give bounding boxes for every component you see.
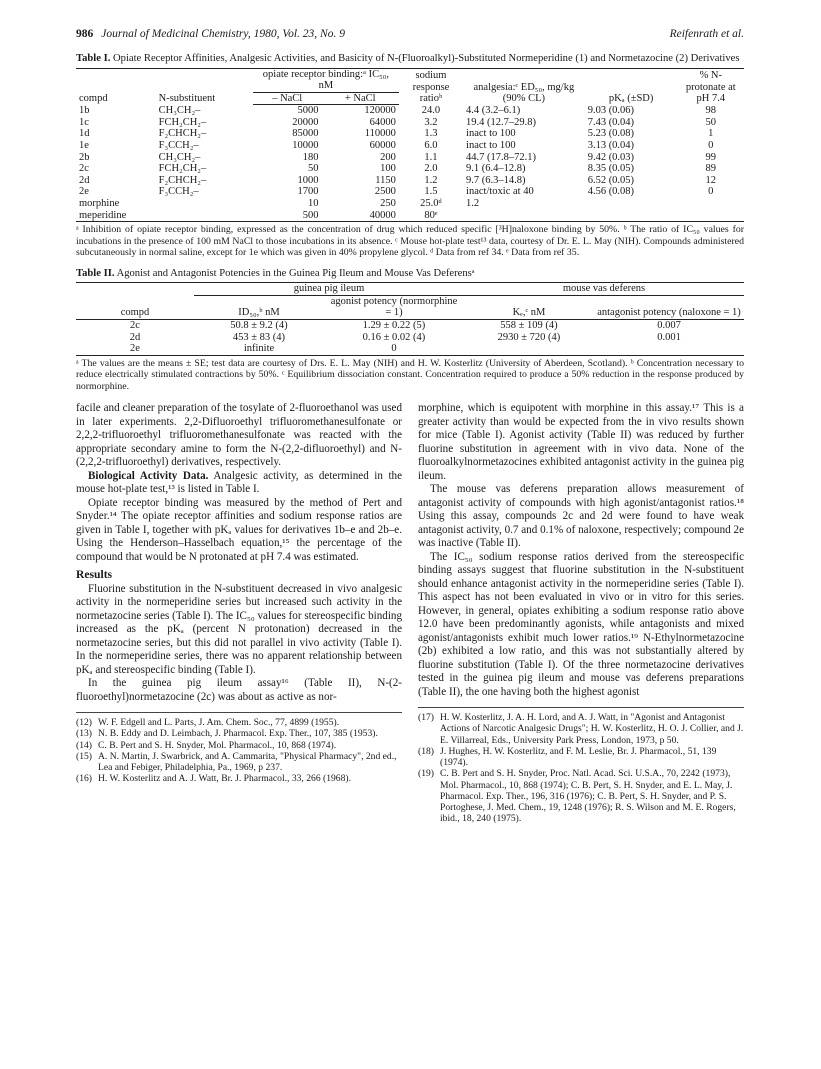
t1-header-analgesia: analgesia:ᶜ ED₅₀, mg/kg (90% CL) [473, 81, 575, 105]
reference-number: (15) [76, 750, 92, 762]
t1-compd: 2c [79, 163, 89, 175]
t1-compd: 1e [79, 140, 89, 152]
t2-header-mvd: mouse vas deferens [464, 283, 744, 296]
reference-text: A. N. Martin, J. Swarbrick, and A. Cammarita, "Physical Pharmacy", 2nd ed., Lea and Febiger, Philadelphia, Pa., 1969, p 237. [98, 750, 397, 774]
table2-label: Table II. [76, 267, 115, 279]
t1-plus: 100 [380, 163, 396, 175]
t1-nsub: CH₃CH₂– [158, 151, 201, 163]
table1-footnote: ᵃ Inhibition of opiate receptor binding, expressed as the concentration of drug which reduced specific [³H]naloxone binding by 50%. ᵇ The ratio of IC₅₀ values for incubations in the presence of 100 mM NaCl to those incubations in its absence. ᶜ Mouse hot-plate test¹³ data, courtesy of Dr. E. L. May (NIH). Compounds administered subcutaneously in normal saline, except for 1e which was given in 40% propylene glycol. ᵈ Data from ref 34. ᵉ Data from ref 35. [76, 224, 744, 259]
t1-minus: 1700 [297, 186, 319, 198]
t1-nsub [156, 210, 253, 222]
t2-header-antagonist: antagonist potency (naloxone = 1) [594, 295, 744, 319]
t1-plus: 200 [380, 151, 396, 163]
results-heading: Results [76, 568, 113, 582]
t1-minus: 10 [308, 198, 319, 210]
reference-item [418, 768, 744, 824]
t1-plus: 110000 [364, 128, 396, 140]
t1-minus: 1000 [297, 174, 319, 186]
running-authors: Reifenrath et al. [669, 28, 744, 40]
t2-antagonist: 0.007 [657, 320, 681, 331]
reference-item [418, 712, 744, 746]
t1-pka: 9.03 (0.06) [587, 105, 635, 117]
t2-antagonist: 0.001 [657, 331, 681, 343]
table-row [76, 343, 744, 355]
t1-ratio: 2.0 [424, 163, 438, 175]
reference-text: N. B. Eddy and D. Leimbach, J. Pharmacol. Exp. Ther., 107, 385 (1953). [98, 728, 378, 740]
reference-text: W. F. Edgell and L. Parts, J. Am. Chem. Soc., 77, 4899 (1955). [98, 717, 340, 729]
reference-text: C. B. Pert and S. H. Snyder, Proc. Natl. Acad. Sci. U.S.A., 70, 2242 (1973), Mol. Pharmacol., 10, 868 (1974); C. B. Pert, S. H. Snyder, and E. L. May, J. Pharmacol. Exp. Ther., 196, 316 (1976); C. B. Pert, S. H. Snyder, and P. S. Portoghese, J. Med. Chem., 19, 1248 (1976); R. S. Wilson and M. E. Rogers, ibid., 18, 240 (1975). [440, 768, 736, 825]
body-text: Analgesic activity, as determined in the mouse hot-plate test,¹³ is listed in Table I. [76, 469, 402, 496]
t1-analgesia: 19.4 (12.7–29.8) [466, 116, 537, 128]
right-column [418, 402, 744, 824]
table2-caption-text: Agonist and Antagonist Potencies in the Guinea Pig Ileum and Mouse Vas Deferensᵃ [116, 267, 475, 279]
t1-header-nacl-minus: – NaCl [253, 92, 322, 105]
t2-header-compd: compd [76, 295, 194, 319]
t1-pka: 5.23 (0.08) [587, 128, 635, 140]
t2-header-agonist: agonist potency (normorphine = 1) [324, 295, 464, 319]
t2-agonist: 1.29 ± 0.22 (5) [362, 320, 426, 331]
t1-compd: 1d [79, 128, 90, 140]
t1-compd: morphine [79, 198, 120, 210]
t2-header-gpi: guinea pig ileum [194, 283, 464, 296]
t1-plus: 60000 [369, 140, 396, 152]
t1-header-pka: pKₐ (±SD) [608, 93, 654, 105]
t1-analgesia: 9.7 (6.3–14.8) [466, 174, 526, 186]
table-row [76, 163, 744, 175]
t1-prot: 98 [705, 105, 717, 117]
t2-header-id50: ID₅₀,ᵇ nM [194, 295, 324, 319]
t1-minus: 180 [302, 151, 319, 163]
table-row [76, 105, 744, 117]
t2-agonist: 0.16 ± 0.02 (4) [362, 331, 426, 343]
t1-ratio: 25.0ᵈ [420, 198, 442, 210]
t1-header-compd: compd [79, 93, 108, 105]
t1-minus: 500 [302, 209, 319, 221]
body-paragraph: morphine, which is equipotent with morphine in this assay.¹⁷ This is a greater activity than would be expected from the in vivo results shown for mice (Table I). Agonist activity (Table II) was reduced by further fluorine substitution in agreement with in vivo data. None of the fluoroalkylnormetazocines exhibited antagonist activity in the guinea pig ileum. [418, 402, 744, 482]
table-row [76, 186, 744, 198]
t1-pka: 7.43 (0.04) [587, 116, 635, 128]
table2-caption [76, 268, 744, 281]
t1-prot [678, 198, 744, 210]
body-columns [76, 402, 744, 824]
reference-text: H. W. Kosterlitz and A. J. Watt, Br. J. Pharmacol., 33, 266 (1968). [98, 773, 351, 785]
table2-body [76, 320, 744, 356]
t1-ratio: 24.0 [421, 105, 441, 117]
t1-plus: 120000 [364, 105, 396, 117]
reference-item [76, 728, 402, 739]
t1-nsub: F₂CHCH₂– [158, 128, 207, 140]
reference-text: H. W. Kosterlitz, J. A. H. Lord, and A. J. Watt, in "Agonist and Antagonist Actions of Narcotic Analgesic Drugs"; H. W. Kosterlitz, H. O. J. Collier, and J. E. Villarreal, Eds., University Park Press, London, 1973, p 50. [440, 712, 744, 746]
t1-ratio: 3.2 [424, 116, 438, 128]
table2-footnote: ᵃ The values are the means ± SE; test data are courtesy of Drs. E. L. May (NIH) and H. W. Kosterlitz (University of Aberdeen, Scotland). ᵇ Concentration necessary to reduce electrically stimulated contractions by 50%. ᶜ Equilibrium dissociation constant. Concentration required to produce a 50% reduction in the response produced by normorphine. [76, 357, 744, 392]
references-left [76, 712, 402, 784]
t1-compd: 1b [79, 105, 90, 117]
t1-pka: 6.52 (0.05) [587, 174, 635, 186]
t1-pka: 9.42 (0.03) [587, 151, 635, 163]
t1-nsub [156, 198, 253, 210]
reference-number: (13) [76, 728, 92, 740]
table-row [76, 117, 744, 129]
t1-nsub: F₃CCH₂– [158, 186, 199, 198]
t1-ratio: 1.5 [424, 186, 438, 198]
bio-activity-heading: Biological Activity Data. [88, 469, 209, 482]
t1-plus: 64000 [369, 116, 396, 128]
table-row [76, 140, 744, 152]
left-column [76, 402, 402, 824]
t1-pka: 4.56 (0.08) [587, 186, 635, 198]
table1-caption-text: Opiate Receptor Affinities, Analgesic Activities, and Basicity of N-(Fluoroalkyl)-Substituted Normeperidine (1) and Normetazocine (2) Derivatives [113, 53, 740, 64]
reference-item [76, 717, 402, 728]
reference-item [76, 773, 402, 784]
t2-ke: 2930 ± 720 (4) [497, 331, 561, 343]
reference-number: (18) [418, 745, 434, 757]
reference-item [76, 751, 402, 773]
t2-id50: 453 ± 83 (4) [232, 331, 286, 343]
t2-ke: 558 ± 109 (4) [500, 320, 558, 331]
journal-page [76, 28, 744, 824]
t2-compd: 2e [130, 343, 140, 355]
t1-analgesia: 1.2 [466, 198, 480, 210]
table-row [76, 210, 744, 222]
t1-ratio: 1.1 [424, 151, 438, 163]
t1-minus: 10000 [292, 140, 319, 152]
table1-caption [76, 53, 744, 66]
table1-label: Table I. [76, 53, 111, 64]
t1-prot: 1 [708, 128, 714, 140]
t1-pka: 3.13 (0.04) [587, 140, 635, 152]
table1-body [76, 105, 744, 222]
t1-pka [585, 198, 678, 210]
reference-number: (17) [418, 712, 434, 724]
table1 [76, 68, 744, 223]
t1-compd: meperidine [79, 209, 127, 221]
table-row [76, 152, 744, 164]
table-row [76, 320, 744, 332]
t1-pka [585, 210, 678, 222]
body-paragraph: In the guinea pig ileum assay¹⁶ (Table II), N-(2-fluoroethyl)normetazocine (2c) was about as active as nor- [76, 677, 402, 703]
t1-pka: 8.35 (0.05) [587, 163, 635, 175]
t1-prot: 89 [705, 163, 717, 175]
t2-antagonist [594, 343, 744, 355]
body-paragraph [76, 470, 402, 497]
t1-analgesia: inact/toxic at 40 [466, 186, 534, 198]
body-paragraph: Opiate receptor binding was measured by the method of Pert and Snyder.¹⁴ The opiate receptor affinities and sodium response ratios are given in Table I, together with pKₐ values for derivatives 1b–e and 2b–e. Using the Henderson–Hasselbach equation,¹⁵ the percentage of the compound that would be N protonated at pH 7.4 was estimated. [76, 496, 402, 563]
reference-number: (19) [418, 768, 434, 780]
t1-minus: 20000 [292, 116, 319, 128]
reference-text: C. B. Pert and S. H. Snyder, Mol. Pharmacol., 10, 868 (1974). [98, 739, 337, 751]
t1-prot: 12 [705, 174, 717, 186]
t1-header-protonate: % N-protonate at pH 7.4 [685, 70, 736, 105]
t2-compd: 2d [129, 331, 141, 343]
t1-prot: 99 [705, 151, 717, 163]
table2 [76, 282, 744, 356]
t1-analgesia: 9.1 (6.4–12.8) [466, 163, 526, 175]
t1-prot: 50 [705, 116, 717, 128]
reference-number: (16) [76, 773, 92, 785]
t1-ratio: 6.0 [424, 140, 438, 152]
t2-id50: infinite [243, 343, 275, 355]
t1-nsub: F₃CCH₂– [158, 140, 199, 152]
reference-item [76, 740, 402, 751]
t1-analgesia [463, 210, 585, 222]
t1-ratio: 1.3 [424, 128, 438, 140]
t1-analgesia: 4.4 (3.2–6.1) [466, 105, 521, 117]
t1-ratio: 80ᵉ [424, 209, 438, 221]
t2-header-ke: Kₑ,ᶜ nM [464, 295, 594, 319]
t1-nsub: FCH₂CH₂– [158, 116, 207, 128]
t1-nsub: FCH₂CH₂– [158, 163, 207, 175]
t1-prot: 0 [708, 140, 714, 152]
t1-analgesia: inact to 100 [466, 128, 516, 140]
t1-analgesia: inact to 100 [466, 140, 516, 152]
t1-header-sodium: sodium response ratioᵇ [412, 70, 450, 105]
t1-minus: 85000 [292, 128, 319, 140]
reference-text: J. Hughes, H. W. Kosterlitz, and F. M. Leslie, Br. J. Pharmacol., 51, 139 (1974). [440, 745, 717, 769]
page-number: 986 [76, 28, 94, 40]
body-paragraph: facile and cleaner preparation of the tosylate of 2-fluoroethanol was used in later experiments. 2,2-Difluoroethyl trifluoromethanesulfonate or 2,2,2-trifluoroethyl trifluoromethanesulfonate was reacted with the appropriate secondary amine to form the N-(2,2-difluoroethyl) and N-(2,2,2-trifluoroethyl) derivatives, respectively. [76, 402, 402, 469]
table-row [76, 198, 744, 210]
t1-minus: 50 [308, 163, 319, 175]
t1-plus: 40000 [369, 209, 396, 221]
t1-plus: 1150 [375, 174, 396, 186]
table-row [76, 128, 744, 140]
t1-compd: 2b [79, 151, 90, 163]
t1-header-binding: opiate receptor binding:ᵃ IC₅₀, nM [253, 68, 399, 92]
journal-citation: Journal of Medicinal Chemistry, 1980, Vol. 23, No. 9 [101, 28, 345, 40]
references-right [418, 707, 744, 824]
t1-minus: 5000 [297, 105, 319, 117]
reference-number: (12) [76, 717, 92, 729]
t1-compd: 2e [79, 186, 89, 198]
t1-compd: 1c [79, 116, 89, 128]
t1-plus: 250 [380, 198, 396, 210]
t1-analgesia: 44.7 (17.8–72.1) [466, 151, 537, 163]
table-row [76, 332, 744, 344]
running-head [76, 28, 744, 44]
body-paragraph: Fluorine substitution in the N-substituent decreased in vivo analgesic activity in the normeperidine series but increased such activity in the normetazocine series (Table I). The IC₅₀ values for stereospecific binding increased as the pKₐ (percent N protonation) decreased in the normetazocine series, but this did not parallel in vivo activity (Table I). In the normeperidine series, there was no apparent relationship between pKₐ and stereospecific binding (Table I). [76, 582, 402, 676]
body-paragraph: The IC₅₀ sodium response ratios derived from the stereospecific binding assays suggest that fluorine substitution in the N-substituent should enhance antagonist activity in the normeperidine series (Table I). This aspect has not been evaluated in vivo or in vitro for this series. However, in general, opiates exhibiting a sodium response ratio above 12.0 have been predominantly agonists, while antagonists and mixed agonist/antagonists exhibit much lower ratios.¹⁹ N-Ethylnormetazocine (2b) exhibited a low ratio, and this was not substantially altered by fluorine substitution (Table I). Of the three normetazocine derivatives tested in the guinea pig ileum and mouse vas deferens preparations (Table II), the one having both the highest agonist [418, 550, 744, 698]
t1-ratio: 1.2 [424, 174, 438, 186]
t2-ke [464, 343, 594, 355]
body-paragraph: The mouse vas deferens preparation allows measurement of antagonist activity of compounds with high agonist/antagonist ratios.¹⁸ Using this assay, compounds 2c and 2d were found to have weak antagonist activity, 0.7 and 0.1% of naloxone, respectively; compound 2e was inactive (Table II). [418, 483, 744, 550]
t1-prot [678, 210, 744, 222]
reference-number: (14) [76, 739, 92, 751]
t1-nsub: F₂CHCH₂– [158, 174, 207, 186]
table-row [76, 175, 744, 187]
t1-compd: 2d [79, 174, 90, 186]
reference-item [418, 746, 744, 768]
t1-nsub: CH₃CH₂– [158, 105, 201, 117]
t2-compd: 2c [130, 320, 140, 331]
t1-header-nsub: N-substituent [158, 93, 216, 105]
t2-id50: 50.8 ± 9.2 (4) [230, 320, 288, 331]
t2-agonist: 0 [391, 343, 397, 355]
t1-plus: 2500 [374, 186, 396, 198]
t1-prot: 0 [708, 186, 714, 198]
t1-header-nacl-plus: + NaCl [322, 92, 399, 105]
